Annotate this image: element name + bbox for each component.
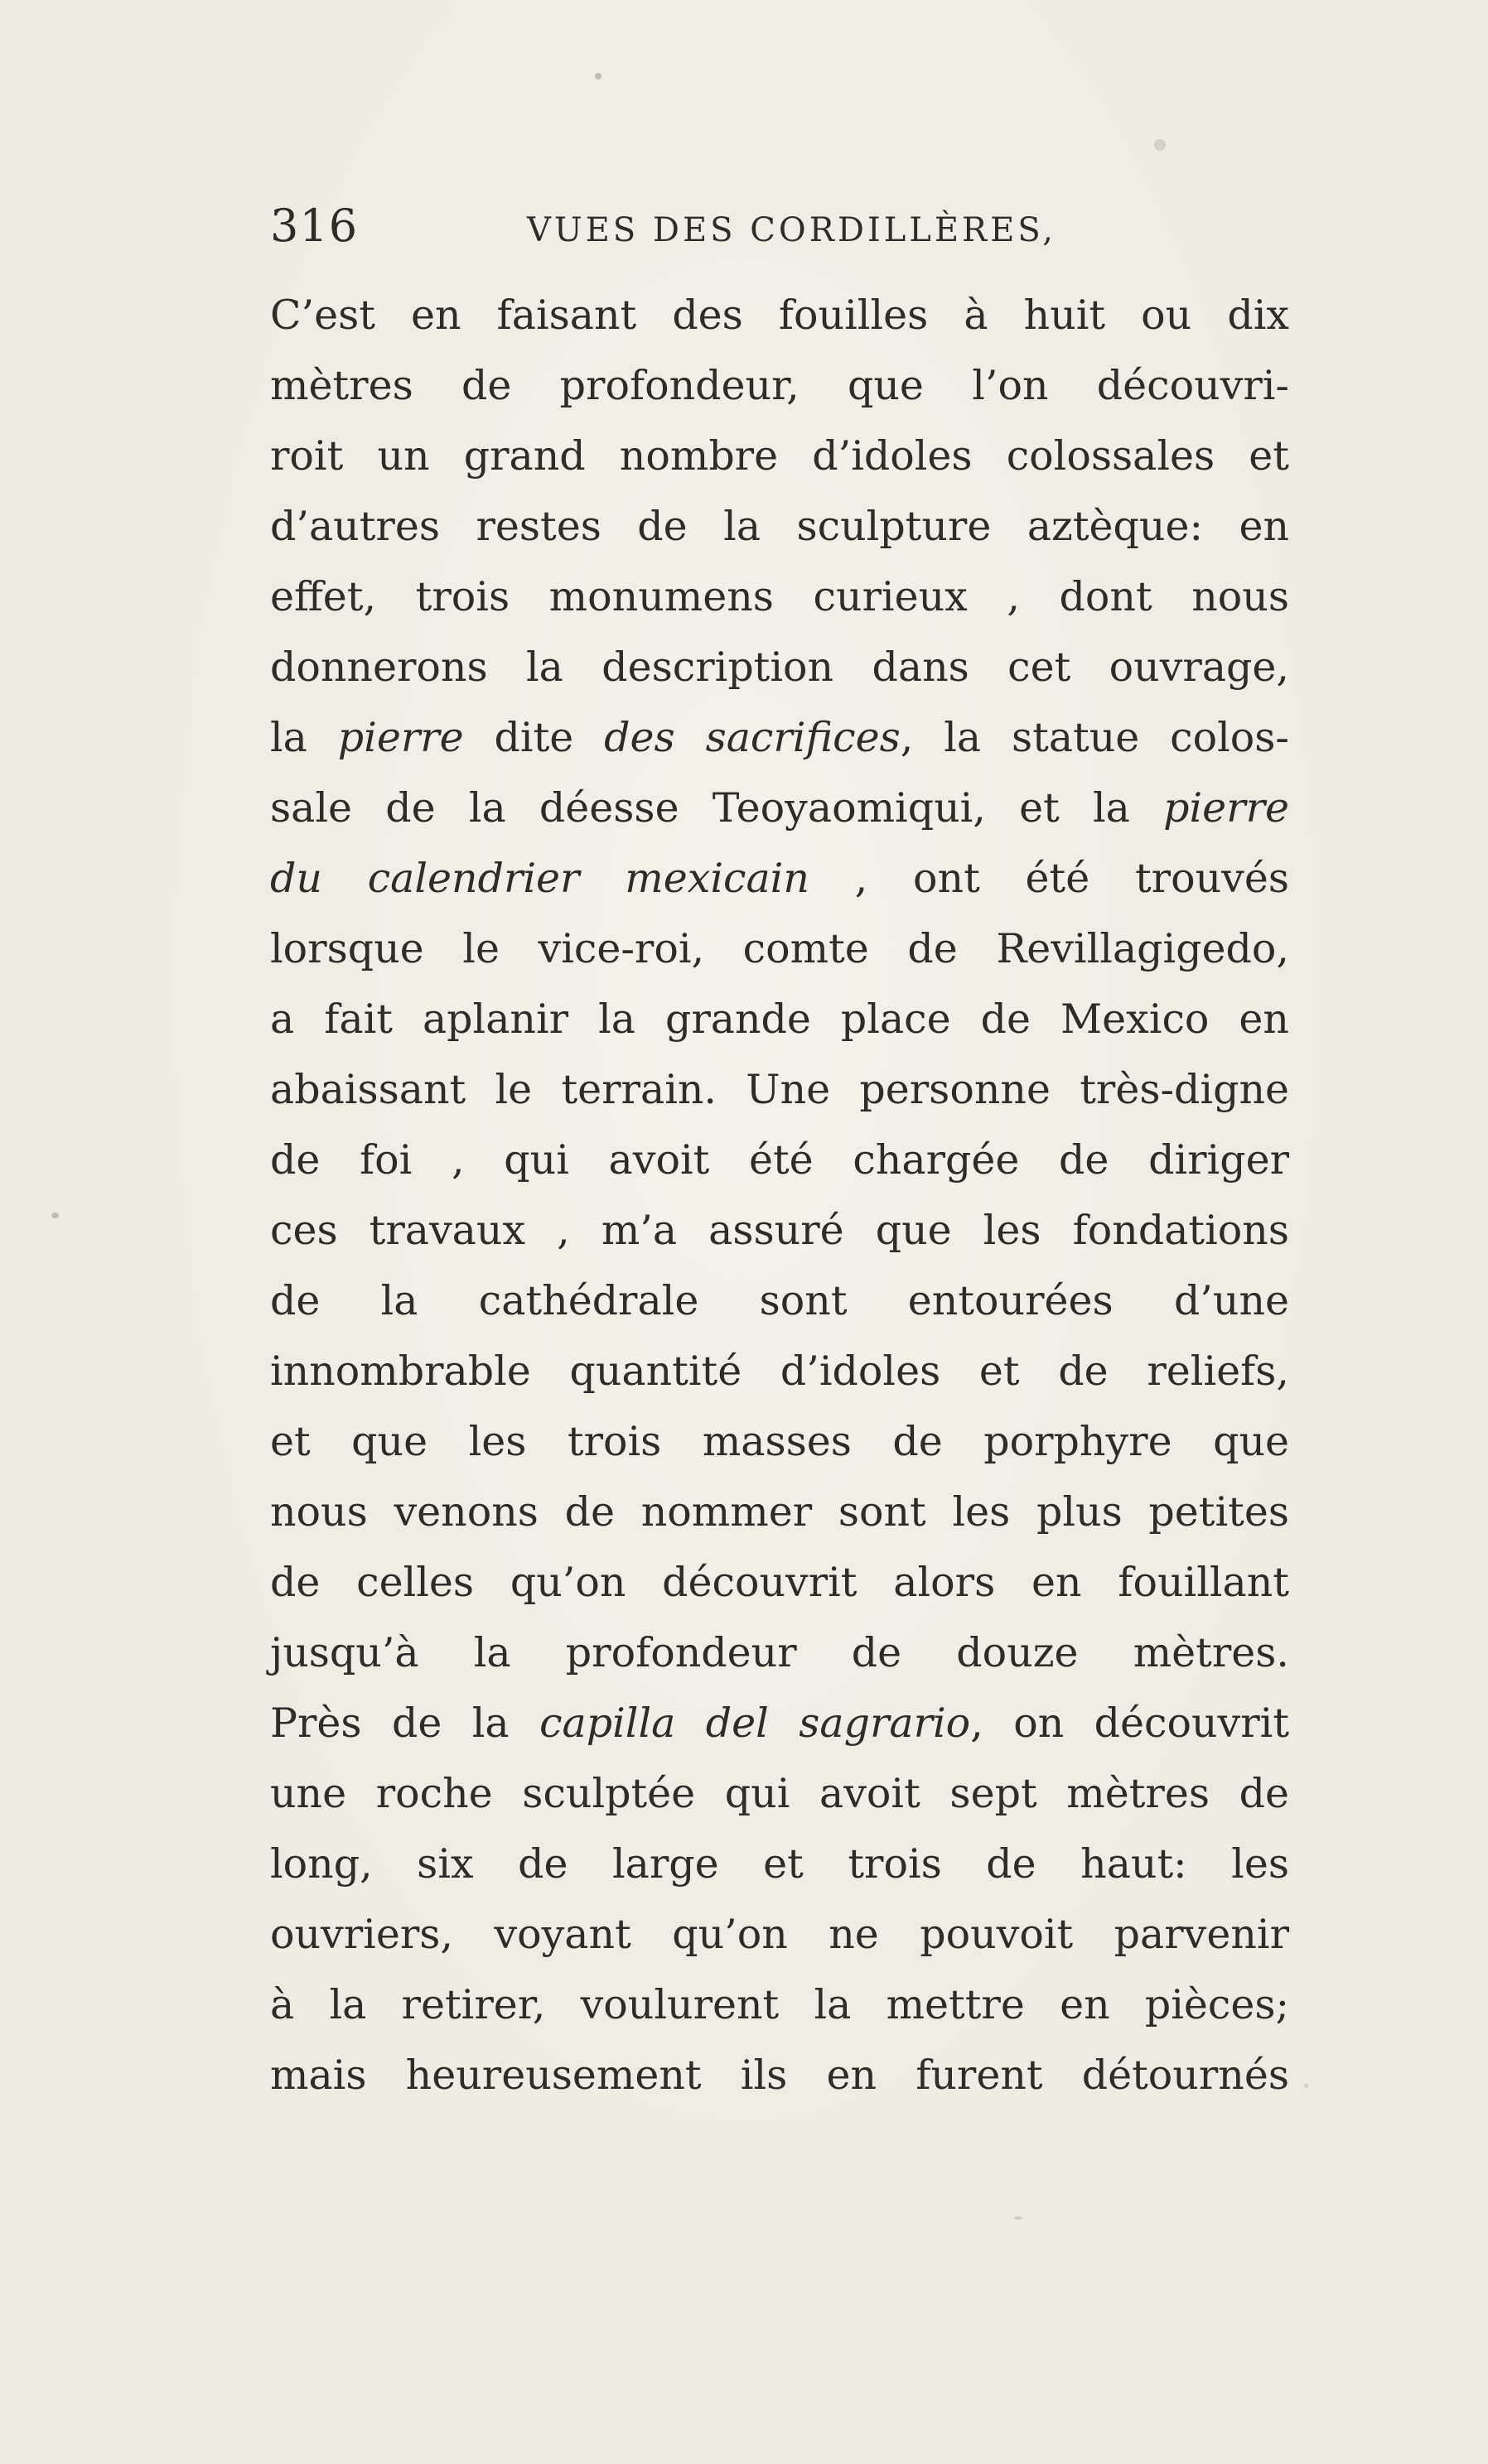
text-line: nous venons de nommer sont les plus petites <box>270 1488 1289 1536</box>
text-line: roit un grand nombre d’idoles colossales et <box>270 432 1289 480</box>
text-line: ces travaux , m’a assuré que les fondations <box>270 1207 1289 1254</box>
running-head: VUES DES CORDILLÈRES, <box>527 211 1057 249</box>
text-line: innombrable quantité d’idoles et de reliefs, <box>270 1348 1289 1395</box>
paper-speck <box>1304 2084 1308 2088</box>
text-line: une roche sculptée qui avoit sept mètres de <box>270 1770 1289 1817</box>
paper-speck <box>51 1213 59 1218</box>
text-line: ouvriers, voyant qu’on ne pouvoit parvenir <box>270 1911 1289 1958</box>
text-line: lorsque le vice-roi, comte de Revillagigedo, <box>270 925 1289 972</box>
paper-speck <box>1154 139 1166 151</box>
italic-term: pierre <box>337 714 464 761</box>
text-line: donnerons la description dans cet ouvrage, <box>270 644 1289 691</box>
paper-speck <box>595 73 601 80</box>
italic-term: capilla del sagrario <box>539 1700 971 1747</box>
text-line: la pierre dite des sacrifices, la statue colos- <box>270 714 1289 761</box>
text-line: à la retirer, voulurent la mettre en pièces; <box>270 1981 1289 2028</box>
text-line: jusqu’à la profondeur de douze mètres. <box>270 1629 1289 1676</box>
body-paragraph <box>270 280 1289 2110</box>
text-line: de foi , qui avoit été chargée de diriger <box>270 1136 1289 1184</box>
text-line: a fait aplanir la grande place de Mexico en <box>270 996 1289 1043</box>
text-line: C’est en faisant des fouilles à huit ou dix <box>270 292 1289 339</box>
paper-speck <box>1014 2216 1022 2220</box>
text-line: du calendrier mexicain , ont été trouvés <box>270 855 1289 902</box>
text-line: mètres de profondeur, que l’on découvri- <box>270 362 1289 409</box>
text-line: de celles qu’on découvrit alors en fouillant <box>270 1559 1289 1606</box>
text-line: long, six de large et trois de haut: les <box>270 1840 1289 1888</box>
text-line: abaissant le terrain. Une personne très-digne <box>270 1066 1289 1113</box>
page-number: 316 <box>270 200 359 252</box>
text-line: effet, trois monumens curieux , dont nous <box>270 573 1289 620</box>
italic-term: du calendrier mexicain <box>270 855 809 902</box>
italic-term: des sacrifices <box>604 714 901 761</box>
text-line: de la cathédrale sont entourées d’une <box>270 1277 1289 1324</box>
text-line: d’autres restes de la sculpture aztèque: en <box>270 503 1289 550</box>
text-line: Près de la capilla del sagrario, on découvrit <box>270 1700 1290 1747</box>
italic-term: pierre <box>1163 784 1289 832</box>
text-line: et que les trois masses de porphyre que <box>270 1418 1289 1465</box>
page-header <box>270 201 1289 268</box>
text-line: sale de la déesse Teoyaomiqui, et la pierre <box>270 784 1289 832</box>
text-line: mais heureusement ils en furent détournés <box>270 2052 1289 2099</box>
